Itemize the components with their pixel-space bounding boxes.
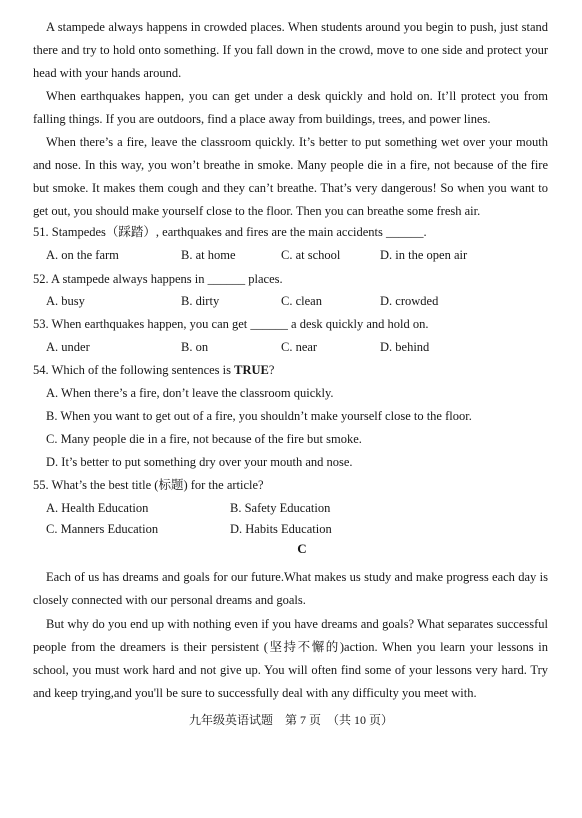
question-stem [33, 362, 274, 378]
answer-option: A. under [46, 340, 90, 354]
answer-option: B. When you want to get out of a fire, you shouldn’t make yourself close to the floor. [46, 409, 472, 423]
question-stem-prefix: 54. Which of the following sentences is [33, 363, 235, 377]
answer-option: C. clean [281, 294, 322, 308]
question-stem-suffix: ? [268, 363, 275, 377]
question-stem: 55. What’s the best title (标题) for the article? [33, 478, 264, 492]
answer-option: D. It’s better to put something dry over your mouth and nose. [46, 455, 353, 469]
answer-option: D. behind [380, 340, 430, 354]
answer-option: C. near [281, 340, 318, 354]
question-stem: 53. When earthquakes happen, you can get ______ a desk quickly and hold on. [33, 317, 429, 331]
question-stem-emphasis: TRUE [234, 363, 269, 377]
passage-paragraph: A stampede always happens in crowded places. When students around you begin to push, just stand there and try to hold onto something. If you fall down in the crowd, move to one side and protect your head with your hands around. [33, 20, 548, 81]
question-stem: 52. A stampede always happens in ______ places. [33, 272, 283, 286]
section-heading: C [297, 541, 307, 556]
answer-option: C. at school [281, 248, 341, 262]
passage-paragraph: When earthquakes happen, you can get under a desk quickly and hold on. It’ll protect you from falling things. If you are outdoors, find a place away from buildings, trees, and power lines. [33, 89, 548, 127]
answer-option: A. busy [46, 294, 85, 308]
answer-option: A. Health Education [46, 501, 149, 515]
answer-option: B. at home [181, 248, 236, 262]
passage-paragraph: When there’s a fire, leave the classroom quickly. It’s better to put something wet over your mouth and nose. In this way, you won’t breathe in smoke. Many people die in a fire, not because of the fire but smoke. It makes them cough and they can’t breathe. That’s very dangerous! So when you want to get out, you should make yourself close to the floor. Then you can breathe some fresh air. [33, 135, 548, 219]
question-stem: 51. Stampedes（踩踏）, earthquakes and fires are the main accidents ______. [33, 225, 427, 239]
passage-paragraph: But why do you end up with nothing even if you have dreams and goals? What separates successful people from the dreamers is their persistent (坚持不懈的)action. When you learn your lessons in school, you must work hard and not give up. You will often find some of your lessons very hard. Try and keep trying,and you'll be sure to successfully deal with any difficulty you meet with. [33, 617, 548, 701]
answer-option: D. in the open air [380, 248, 468, 262]
answer-option: B. dirty [181, 294, 220, 308]
answer-option: C. Manners Education [46, 522, 159, 536]
answer-option: A. When there’s a fire, don’t leave the classroom quickly. [46, 386, 334, 400]
answer-option: A. on the farm [46, 248, 119, 262]
answer-option: C. Many people die in a fire, not because of the fire but smoke. [46, 432, 362, 446]
page-footer: 九年级英语试题 第 7 页 （共 10 页） [188, 713, 393, 727]
answer-option: D. Habits Education [230, 522, 332, 536]
answer-option: B. Safety Education [230, 501, 331, 515]
passage-paragraph: Each of us has dreams and goals for our future.What makes us study and make progress each day is closely connected with our personal dreams and goals. [33, 570, 548, 608]
answer-option: D. crowded [380, 294, 439, 308]
answer-option: B. on [181, 340, 209, 354]
